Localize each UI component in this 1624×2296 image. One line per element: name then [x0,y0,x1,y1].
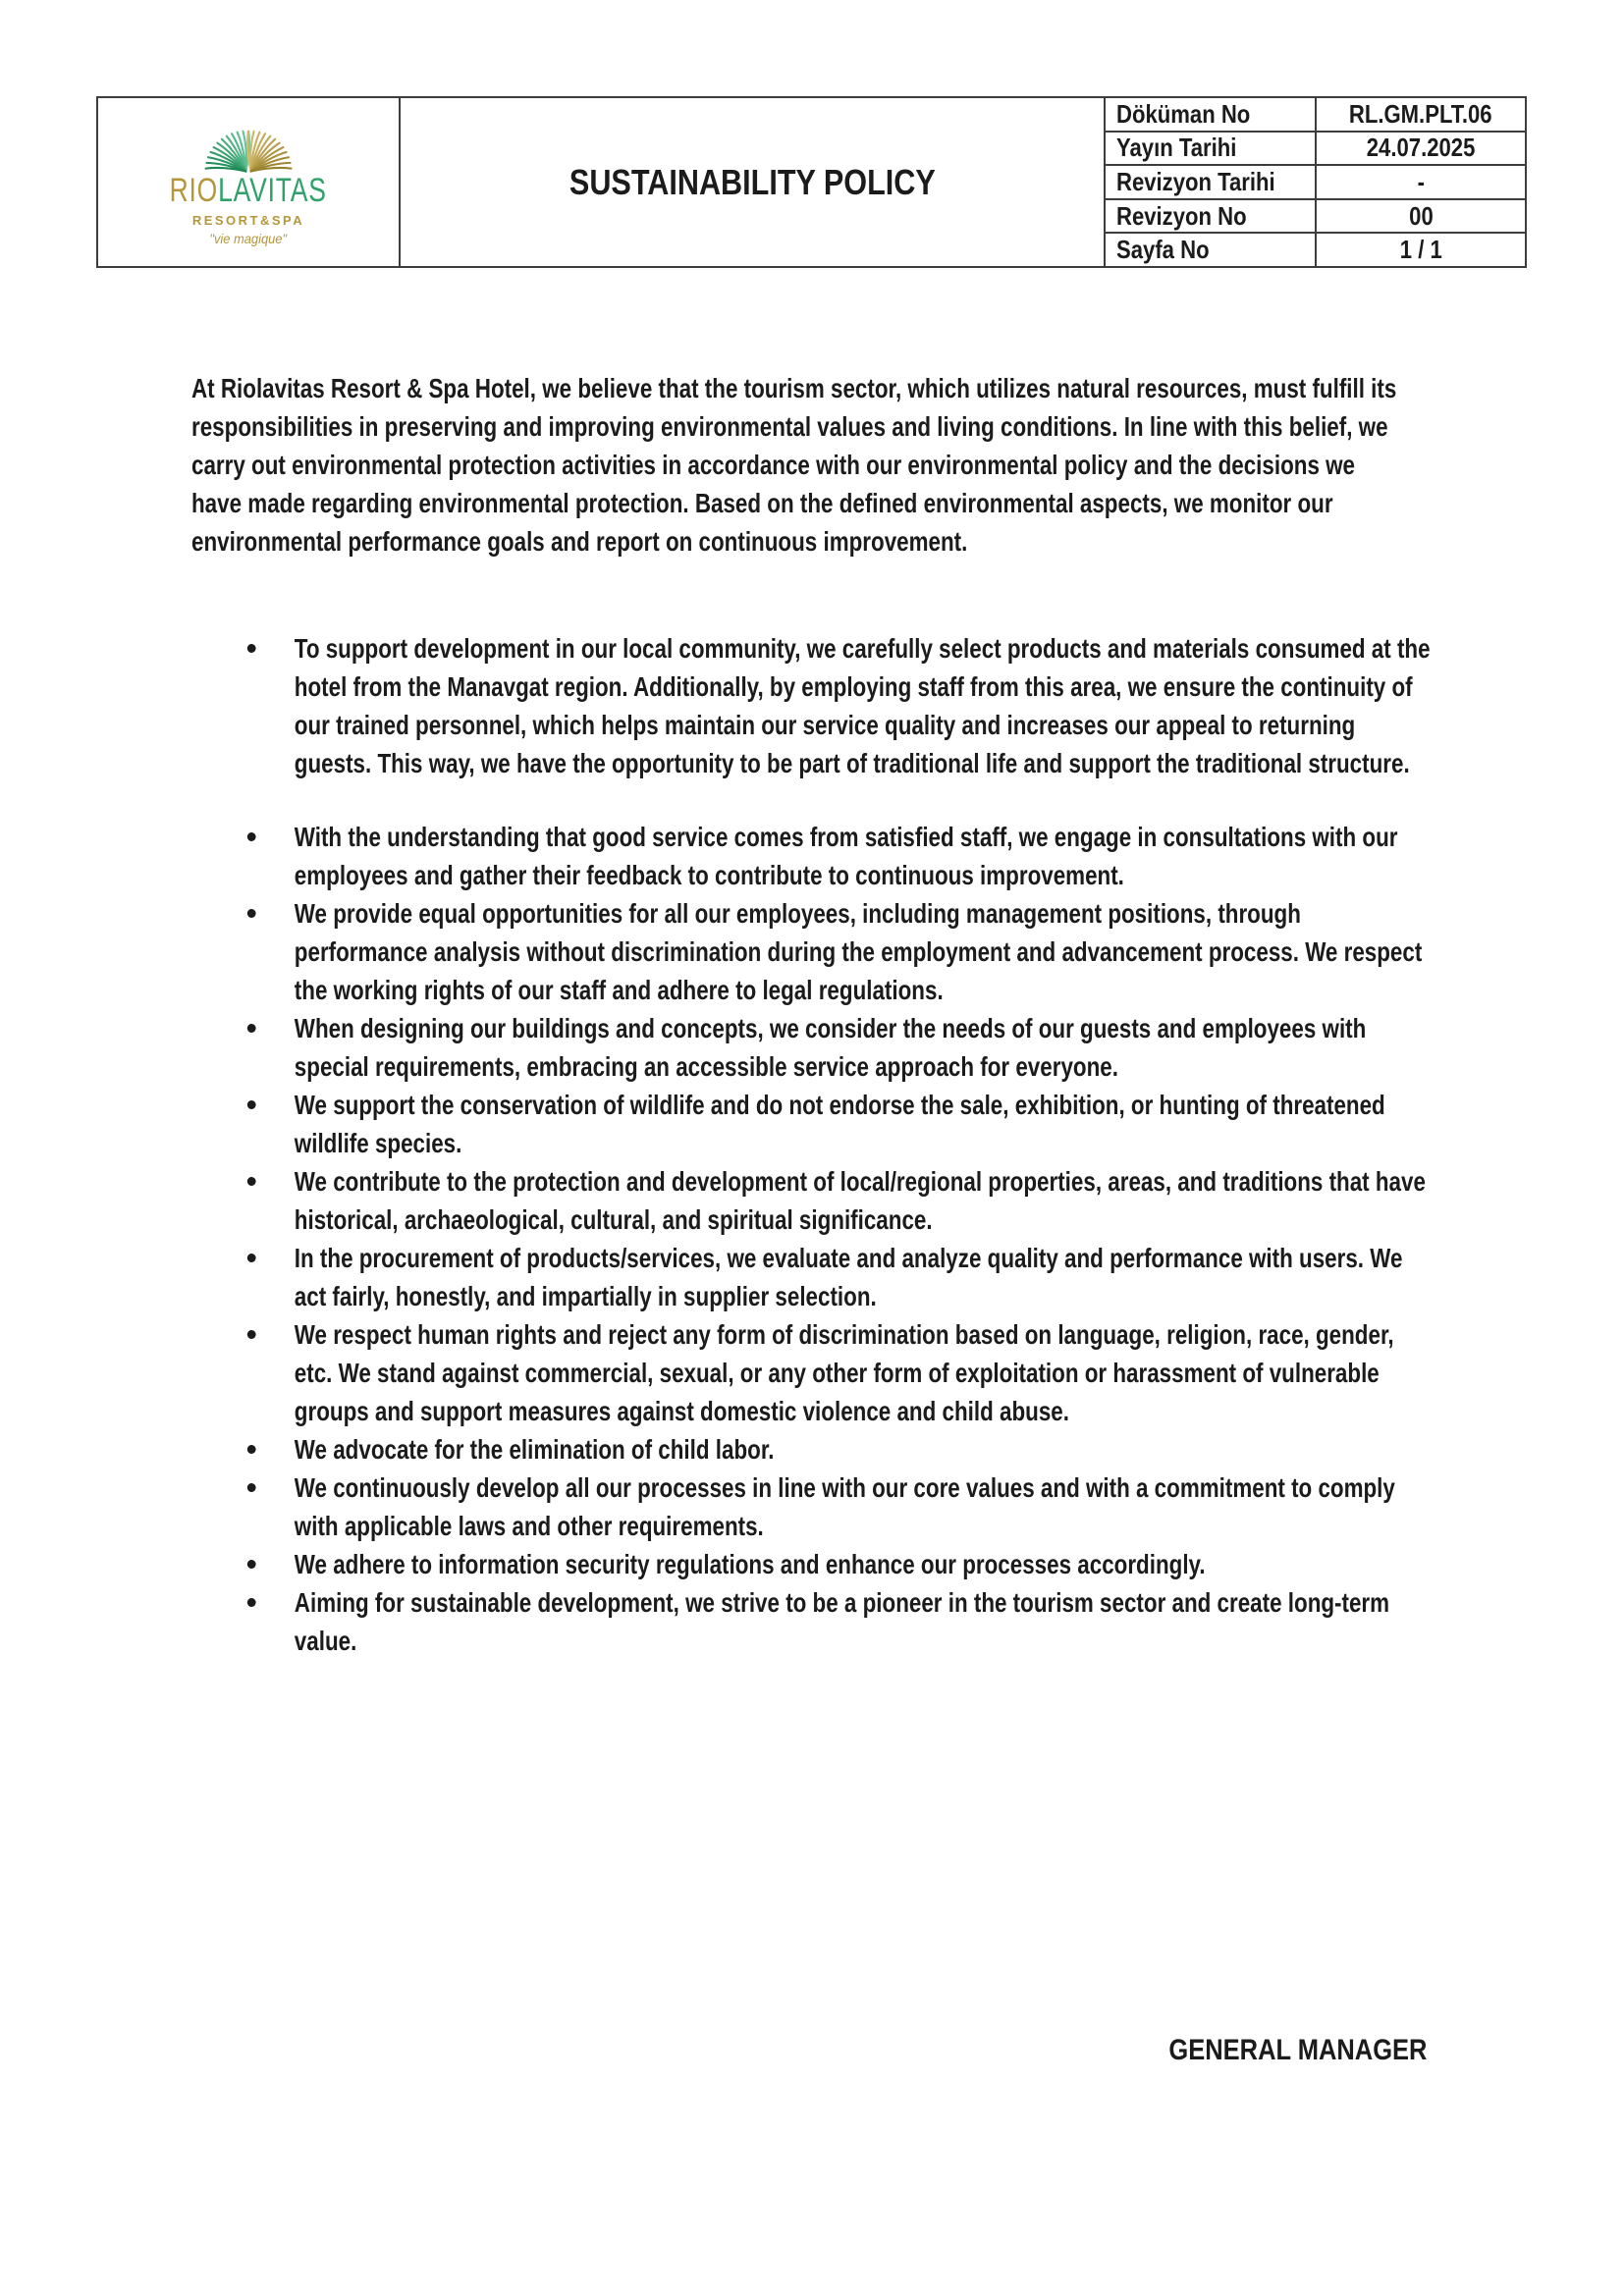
meta-row-dokuman-no [1106,98,1525,131]
policy-intro-paragraph: At Riolavitas Resort & Spa Hotel, we believe that the tourism sector, which utilizes natural resources, must fulfill its responsibilities in preserving and improving environmental values and living conditions. In line with this belief, we carry out environmental protection activities in accordance with our environmental policy and the decisions we have made regarding environmental protection. Based on the defined environmental aspects, we monitor our environmental performance goals and report on continuous improvement. [191,373,1397,557]
meta-value: RL.GM.PLT.06 [1315,98,1525,131]
palm-fans-icon [176,120,321,177]
policy-bullet: With the understanding that good service comes from satisfied staff, we engage in consultations with our employees and gather their feedback to contribute to continuous improvement. [191,818,1434,894]
meta-row-revizyon-no [1106,198,1525,233]
policy-body [191,369,1434,1660]
document-meta-table [1104,98,1525,266]
logo-text-rio: RIO [169,172,219,209]
meta-label: Yayın Tarihi [1116,133,1237,163]
policy-bullet: In the procurement of products/services, we evaluate and analyze quality and performance with users. We act fairly, honestly, and impartially in supplier selection. [191,1239,1434,1315]
policy-bullet: Aiming for sustainable development, we strive to be a pioneer in the tourism sector and create long-term value. [191,1583,1434,1660]
meta-row-yayin-tarihi [1106,131,1525,165]
meta-value: 24.07.2025 [1315,133,1525,165]
meta-row-revizyon-tarihi [1106,164,1525,198]
policy-bullet: We provide equal opportunities for all our employees, including management positions, through performance analysis without discrimination during the employment and advancement process. We respect the working rights of our staff and adhere to legal regulations. [191,894,1434,1009]
logo-subtitle: RESORT&SPA [191,213,305,228]
meta-label: Revizyon No [1116,200,1247,231]
meta-value: 1 / 1 [1315,234,1525,266]
signature-title: GENERAL MANAGER [1167,2034,1427,2066]
meta-label: Revizyon Tarihi [1116,166,1275,196]
policy-bullet: When designing our buildings and concepts, we consider the needs of our guests and employees with special requirements, embracing an accessible service approach for everyone. [191,1009,1434,1086]
hotel-logo [98,98,399,266]
policy-bullet-list [191,629,1434,1660]
policy-bullet: To support development in our local community, we carefully select products and materials consumed at the hotel from the Manavgat region. Additionally, by employing staff from this area, we ensure the continuity of our trained personnel, which helps maintain our service quality and increases our appeal to returning guests. This way, we have the opportunity to be part of traditional life and support the traditional structure. [191,629,1434,782]
meta-row-sayfa-no [1106,232,1525,266]
meta-label: Sayfa No [1116,235,1210,265]
policy-bullet: We continuously develop all our processes in line with our core values and with a commitment to comply with applicable laws and other requirements. [191,1468,1434,1545]
title-cell [399,98,1104,266]
logo-tagline: "vie magique" [209,231,288,246]
policy-bullet: We contribute to the protection and development of local/regional properties, areas, and traditions that have historical, archaeological, cultural, and spiritual significance. [191,1162,1434,1239]
logo-text-lavitas: LAVITAS [218,172,328,209]
policy-bullet: We adhere to information security regulations and enhance our processes accordingly. [191,1545,1434,1583]
policy-bullet: We support the conservation of wildlife and do not endorse the sale, exhibition, or hunting of threatened wildlife species. [191,1086,1434,1162]
meta-label: Döküman No [1116,98,1251,129]
policy-bullet: We advocate for the elimination of child labor. [191,1430,1434,1468]
policy-bullet: We respect human rights and reject any form of discrimination based on language, religion, race, gender, etc. We stand against commercial, sexual, or any other form of exploitation or harassment of vulnerable groups and support measures against domestic violence and child abuse. [191,1315,1434,1430]
logo-wordmark [169,172,328,209]
meta-value: - [1315,166,1525,198]
meta-value: 00 [1315,200,1525,233]
document-header [96,96,1527,268]
page-title: SUSTAINABILITY POLICY [568,161,936,202]
